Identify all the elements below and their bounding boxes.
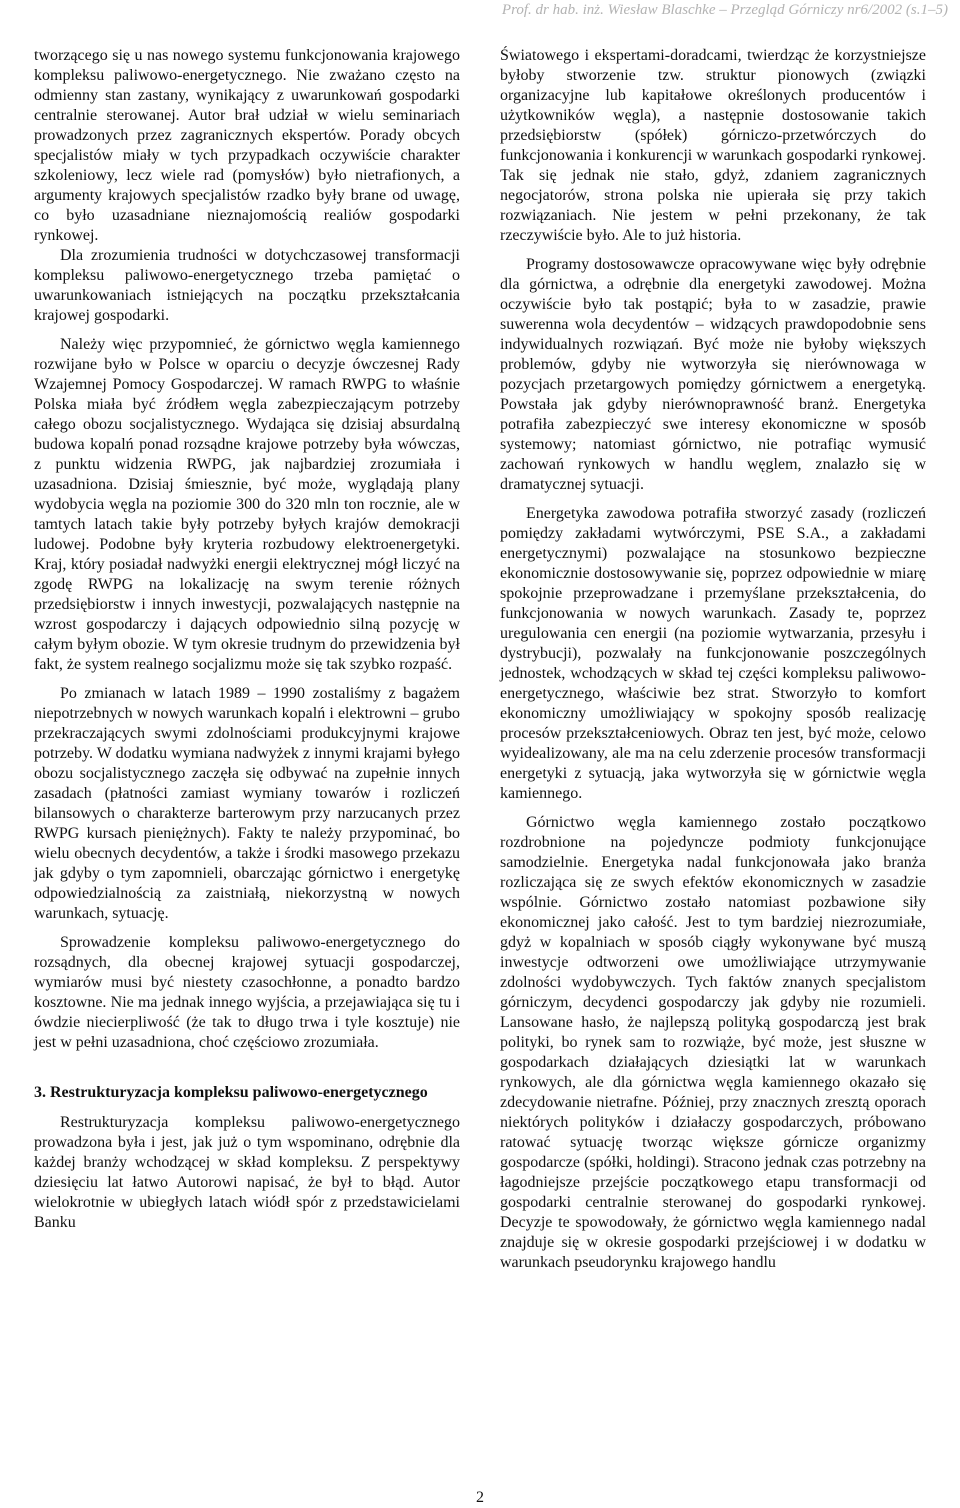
page-number: 2	[476, 1489, 484, 1506]
paragraph: Programy dostosowawcze opracowywane więc były odrębnie dla górnictwa, a odrębnie dla energetyki zawodowej. Można oczywiście było tak postąpić; była to w zasadzie, prawie suwerenna wola decydentów – widzących prawdopodobnie sens indywidualnych rozwiązań. Być może nie byłoby większych problemów, gdyby nie wytworzyła się nierównowaga w pozycjach przetargowych pomiędzy górnictwem a energetyką. Powstała jak gdyby nierównoprawność branż. Energetyka potrafiła zabezpieczyć swe interesy ekonomiczne w sposób systemowy; natomiast górnictwo, nie potrafiąc wymusić zachowań rynkowych w handlu węglem, znalazło się w dramatycznej sytuacji.	[500, 256, 926, 493]
paragraph: Dla zrozumienia trudności w dotychczasowej transformacji kompleksu paliwowo-energetycznego trzeba pamiętać o uwarunkowaniach istniejących na początku przekształcania krajowej gospodarki.	[34, 247, 460, 324]
section-heading-text: 3. Restrukturyzacja kompleksu paliwowo-energetycznego	[34, 1084, 428, 1101]
section-heading	[34, 1083, 460, 1103]
paragraph: Górnictwo węgla kamiennego zostało początkowo rozdrobnione na pojedyncze podmioty funkcjonujące samodzielnie. Energetyka nadal funkcjonowała jako branża rozliczająca się ze swych efektów ekonomicznych w zasadzie wspólnie. Górnictwo zostało natomiast pozbawione siły ekonomicznej jako całość. Jest to tym bardziej niezrozumiałe, gdyż w kopalniach w sposób ciągły wykonywane być muszą inwestycje odtworzeni owe umożliwiające utrzymywanie zdolności wydobywczych. Tych faktów znanych specjalistom górniczym, decydenci gospodarczy jak gdyby nie rozumieli. Lansowane hasło, że najlepszą polityką gospodarczą jest brak polityki, bo rynek sam to rozwiąże, być może, jest słuszne w gospodarkach działających dziesiątki lat w warunkach rynkowych, ale dla górnictwa węgla kamiennego okazało się zdecydowanie nietrafne. Później, przy znacznych zresztą oporach niektórych polityków i działaczy gospodarczych, próbowano ratować sytuację tworząc większe górnicze organizmy gospodarcze (spółki, holdingi). Stracono jednak czas potrzebny na łagodniejsze przejście początkowego etapu transformacji od gospodarki centralnie sterowanej do gospodarki rynkowej. Decyzje te spowodowały, że górnictwo węgla kamiennego nadal znajduje się w okresie gospodarki przejściowej i w dodatku w warunkach pseudorynku krajowego handlu	[500, 814, 926, 1271]
left-column	[34, 46, 460, 1233]
paragraph: Energetyka zawodowa potrafiła stworzyć zasady (rozliczeń pomiędzy zakładami wytwórczymi, PSE S.A., a zakładami energetycznymi) pozwalające na stosunkowo bezpieczne ekonomicznie dostosowywanie się, poprzez odpowiednie w miarę spokojnie przeprowadzane i przemyślane przekształcenia, do funkcjonowania w nowych warunkach. Zasady te, poprzez uregulowania cen energii (na poziomie wytwarzania, przesyłu i dystrybucji), pozwalały na funkcjonowanie poszczególnych jednostek, wchodzących w skład tej części kompleksu paliwowo-energetycznego, właściwie bez strat. Stworzyło to komfort ekonomiczny umożliwiający w spokojny sposób realizację procesów przekształceniowych. Obraz ten jest, być może, celowo wyidealizowany, ale ma na celu zderzenie procesów transformacji energetyki z sytuacją, jaka wytworzyła się w górnictwie węgla kamiennego.	[500, 505, 926, 802]
paragraph: Sprowadzenie kompleksu paliwowo-energetycznego do rozsądnych, dla obecnej krajowej sytuacji gospodarczej, wymiarów musi być niestety czasochłonne, a ponadto bardzo kosztowne. Nie ma jednak innego wyjścia, a przejawiająca się tu i ówdzie niecierpliwość (że tak to długo trwa i tyle kosztuje) nie jest w pełni uzasadniona, choć częściowo zrozumiała.	[34, 934, 460, 1051]
running-header: Prof. dr hab. inż. Wiesław Blaschke – Przegląd Górniczy nr6/2002 (s.1–5)	[501, 2, 948, 18]
paragraph: tworzącego się u nas nowego systemu funkcjonowania krajowego kompleksu paliwowo-energetycznego. Nie zważano często na odmienny stan zastany, wynikający z uwarunkowań gospodarki centralnie sterowanej. Autor brał udział w wielu seminariach prowadzonych przez zagranicznych ekspertów. Porady obcych specjalistów miały w tych przypadkach oczywiście charakter szkoleniowy, lecz wiele rad (pomysłów) było nietrafionych, a argumenty krajowych specjalistów rzadko były brane od uwagę, co było uzasadniane nieznajomością realiów gospodarki rynkowej.	[34, 47, 460, 244]
paragraph: Należy więc przypomnieć, że górnictwo węgla kamiennego rozwijane było w Polsce w oparciu o decyzje ówczesnej Rady Wzajemnej Pomocy Gospodarczej. W ramach RWPG to właśnie Polska miała być źródłem węgla zabezpieczającym potrzeby całego obozu socjalistycznego. Wydająca się dzisiaj absurdalną budowa kopalń ponad rozsądne krajowe potrzeby była wówczas, z punktu widzenia RWPG, jak najbardziej zrozumiała i uzasadniona. Dzisiaj śmiesznie, być może, wyglądają plany wydobycia węgla na poziomie 300 do 320 mln ton rocznie, ale w tamtych latach takie były potrzeby byłych krajów demokracji ludowej. Podobne były kryteria rozbudowy elektroenergetyki. Kraj, który posiadał nadwyżki energii elektrycznej mógł liczyć na zgodę RWPG na lokalizację na swym terenie różnych przedsiębiorstw i innych inwestycji, pozwalających następnie na wzrost gospodarczy i dających odpowiednio silną pozycję w całym byłym obozie. W tym okresie trudnym do przewidzenia był fakt, że system realnego socjalizmu może się tak szybko rozpaść.	[34, 336, 460, 673]
paragraph: Światowego i ekspertami-doradcami, twierdząc że korzystniejsze byłoby stworzenie tzw. struktur pionowych (związki organizacyjne lub kapitałowe określonych producentów i użytkowników węgla), a następnie dostosowanie takich przedsiębiorstw (spółek) górniczo-przetwórczych do funkcjonowania i konkurencji w warunkach gospodarki rynkowej. Tak się jednak nie stało, gdyż, zdaniem zagranicznych negocjatorów, strona polska nie upierała się przy takich rozwiązaniach. Nie jestem w pełni przekonany, że tak rzeczywiście było. Ale to już historia.	[500, 47, 926, 244]
paragraph: Po zmianach w latach 1989 – 1990 zostaliśmy z bagażem niepotrzebnych w nowych warunkach kopalń i elektrowni – grubo przekraczających swymi zdolnościami produkcyjnymi krajowe potrzeby. W dodatku wymiana nadwyżek z innymi krajami byłego obozu socjalistycznego zaczęła się odbywać na zupełnie innych zasadach (płatności zamiast wymiany towarów i rozliczeń bilansowych o charakterze barterowym przy narzucanych przez RWPG kursach pieniężnych). Fakty te należy przypominać, bo wielu obecnych decydentów, a także i środki masowego przekazu jak gdyby o tym zapomnieli, obarczając górnictwo i energetykę odpowiedzialnością za zaistniałą, niekorzystną w nowych warunkach, sytuację.	[34, 685, 460, 922]
right-column	[500, 46, 926, 1273]
paragraph: Restrukturyzacja kompleksu paliwowo-energetycznego prowadzona była i jest, jak już o tym wspominano, odrębnie dla każdej branży wchodzącej w skład kompleksu. Z perspektywy dziesięciu lat łatwo Autorowi napisać, że był to błąd. Autor wielokrotnie w ubiegłych latach wiódł spór z przedstawicielami Banku	[34, 1114, 460, 1231]
